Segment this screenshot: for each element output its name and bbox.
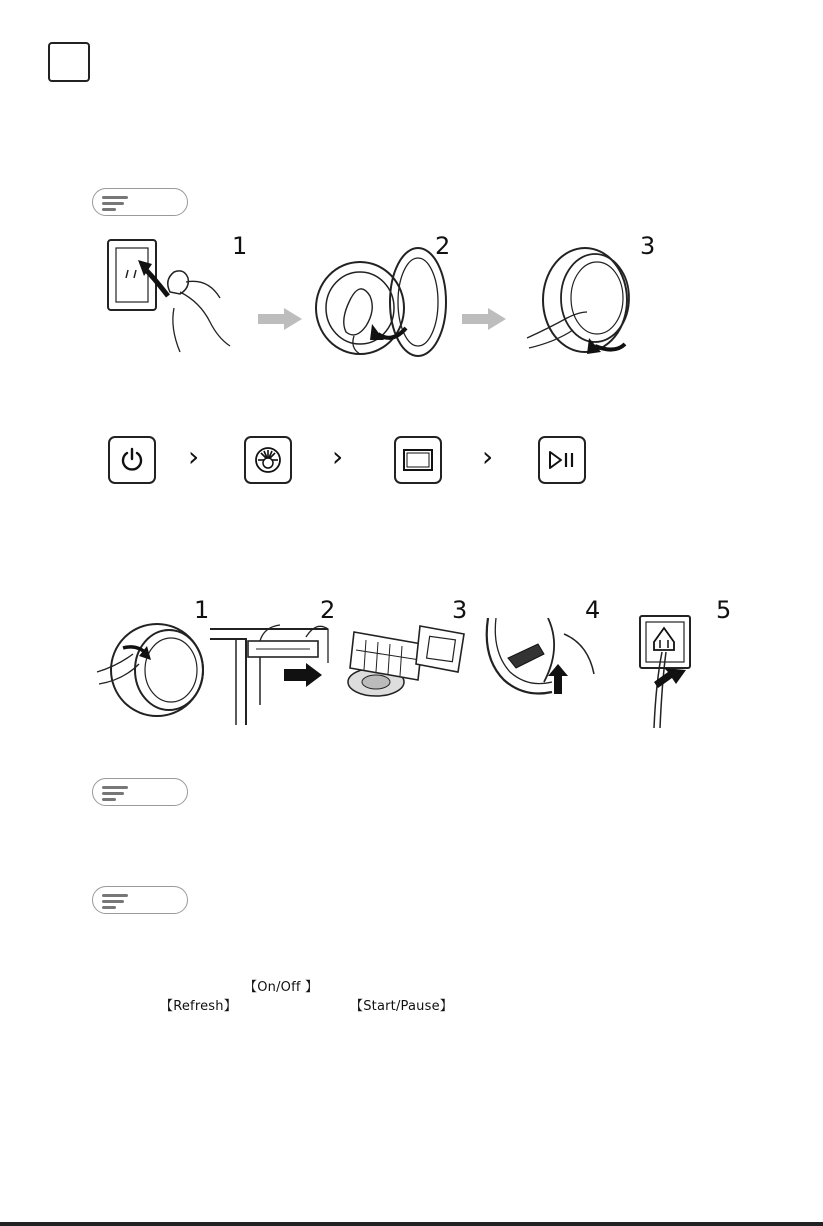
note-badge [92, 778, 188, 806]
start-pause-button-graphic [538, 436, 586, 484]
note-lines-icon [102, 194, 132, 212]
step-number: 1 [194, 596, 210, 624]
page-bottom-edge [0, 1222, 823, 1226]
note-lines-icon [102, 784, 132, 802]
illustration-clean-filter [342, 620, 467, 720]
chevron-right-icon: › [482, 440, 494, 473]
step-number: 4 [585, 596, 601, 624]
step-number: 3 [452, 596, 468, 624]
next-step-arrow [258, 308, 302, 330]
illustration-insert-filter [478, 618, 603, 718]
chevron-right-icon: › [332, 440, 344, 473]
note-lines-icon [102, 892, 132, 910]
power-icon [119, 447, 145, 473]
step-number: 2 [320, 596, 336, 624]
step-number: 1 [232, 232, 248, 260]
display-icon [403, 449, 433, 471]
section-marker-box [48, 42, 90, 82]
next-step-arrow [462, 308, 506, 330]
display-button-graphic [394, 436, 442, 484]
start-pause-label: 【Start/Pause】 [350, 999, 453, 1014]
refresh-label: 【Refresh】 [160, 999, 237, 1014]
illustration-plug-in [632, 612, 702, 730]
note-badge [92, 188, 188, 216]
on-off-label: 【On/Off 】 [244, 980, 319, 995]
step-number: 2 [435, 232, 451, 260]
note-badge [92, 886, 188, 914]
step-number: 5 [716, 596, 732, 624]
step-number: 3 [640, 232, 656, 260]
illustration-pull-filter [210, 615, 335, 725]
illustration-open-door [95, 620, 215, 730]
on-off-button-graphic [108, 436, 156, 484]
illustration-wipe-seal [525, 242, 645, 367]
program-button-graphic [244, 436, 292, 484]
illustration-wipe-door [310, 240, 450, 370]
chevron-right-icon: › [188, 440, 200, 473]
illustration-unplug [100, 230, 240, 360]
play-pause-icon [547, 450, 577, 470]
program-dial-icon [253, 445, 283, 475]
